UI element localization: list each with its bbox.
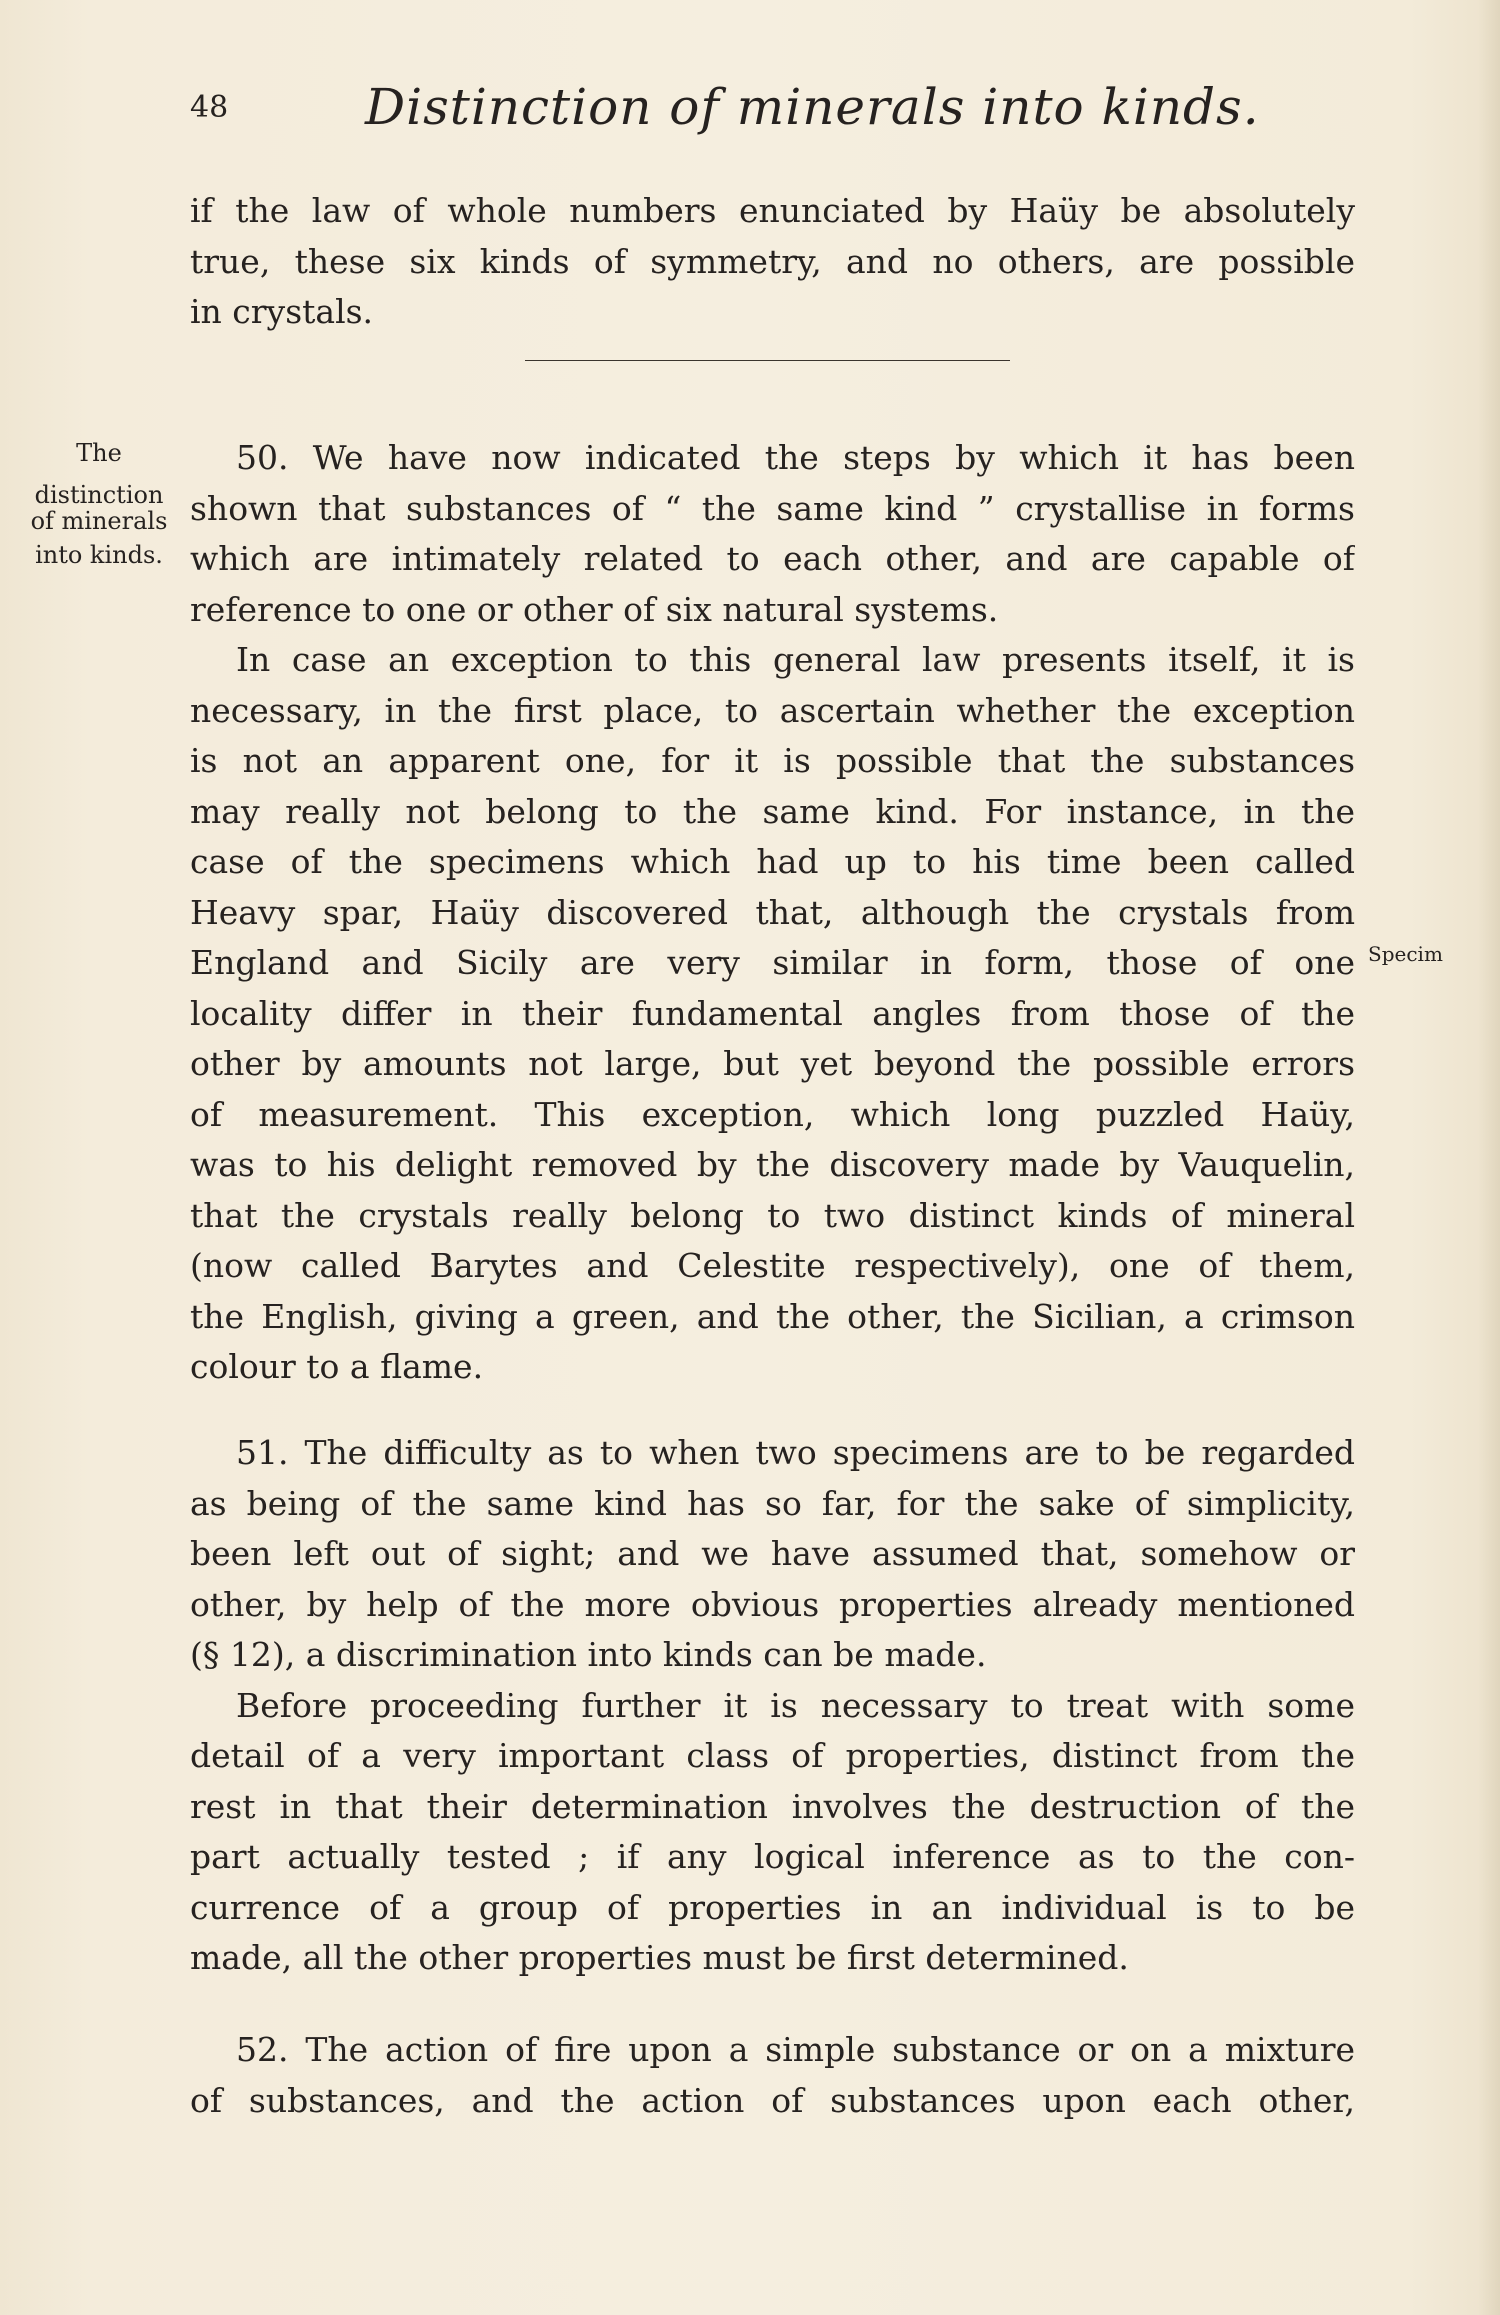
paragraph-line: shown that substances of “ the same kind ” crystallise in forms [190,488,1355,528]
paragraph-line: made, all the other properties must be first determined. [190,1938,1129,1977]
section-divider [525,360,1010,361]
paragraph-line: was to his delight removed by the discovery made by Vauquelin, [190,1145,1355,1184]
margin-note-line: distinction [34,481,164,509]
paragraph-line: Before proceeding further it is necessary to treat with some [236,1685,1355,1725]
paragraph-line: the English, giving a green, and the other, the Sicilian, a crimson [190,1296,1355,1336]
page-header [190,78,1350,148]
paragraph-line: been left out of sight; and we have assumed that, somehow or [190,1534,1355,1573]
running-title: Distinction of minerals into kinds. [365,78,1260,136]
section-50 [190,433,1355,1393]
paragraph-line: In case an exception to this general law presents itself, it is [236,640,1355,679]
paragraph-line: currence of a group of properties in an individual is to be [190,1887,1355,1927]
paragraph-line: detail of a very important class of properties, distinct from the [190,1736,1355,1775]
top-paragraph [190,186,1355,338]
paragraph-line: locality differ in their fundamental angles from those of the [190,993,1355,1033]
margin-note-line: into kinds. [35,541,163,569]
paragraph-line: 52. The action of fire upon a simple substance or on a mixture [236,2030,1355,2069]
paragraph-line: rest in that their determination involves the destruction of the [190,1786,1355,1826]
paragraph-line: that the crystals really belong to two distinct kinds of mineral [190,1195,1355,1235]
paragraph-line: necessary, in the first place, to ascertain whether the exception [190,690,1355,730]
margin-note-right: Specim [1368,942,1443,966]
paragraph-line: in crystals. [190,292,374,331]
margin-note-left [20,440,178,568]
paragraph-line: of substances, and the action of substances upon each other, [190,2080,1355,2120]
paragraph-line: part actually tested ; if any logical inference as to the con- [190,1837,1355,1876]
page-number: 48 [190,90,229,125]
paragraph-line: England and Sicily are very similar in form, those of one [190,943,1355,982]
paragraph-line: may really not belong to the same kind. For instance, in the [190,791,1355,831]
paragraph-line: colour to a flame. [190,1347,484,1386]
paragraph-line: as being of the same kind has so far, for the sake of simplicity, [190,1483,1355,1523]
section-51 [190,1428,1355,1984]
paragraph-line: 51. The difficulty as to when two specimens are to be regarded [236,1433,1355,1472]
margin-note-line: The [76,439,122,467]
paragraph-line: Heavy spar, Haüy discovered that, although the crystals from [190,892,1355,932]
paragraph-line: (now called Barytes and Celestite respectively), one of them, [190,1246,1355,1285]
paragraph-line: other by amounts not large, but yet beyond the possible errors [190,1044,1355,1083]
paragraph-line: case of the specimens which had up to his time been called [190,842,1355,881]
paragraph-line: true, these six kinds of symmetry, and no others, are possible [190,241,1355,281]
paragraph-line: is not an apparent one, for it is possible that the substances [190,741,1355,780]
paragraph-line: other, by help of the more obvious properties already mentioned [190,1584,1355,1624]
paragraph-line: if the law of whole numbers enunciated by Haüy be absolutely [190,191,1355,230]
paragraph-line: of measurement. This exception, which long puzzled Haüy, [190,1094,1355,1134]
paragraph-line: 50. We have now indicated the steps by which it has been [236,438,1355,477]
section-52 [190,2025,1355,2126]
paragraph-line: reference to one or other of six natural systems. [190,589,999,629]
paragraph-line: which are intimately related to each other, and are capable of [190,539,1355,578]
paragraph-line: (§ 12), a discrimination into kinds can be made. [190,1635,987,1674]
page-edge-shadow [1478,0,1500,2315]
margin-note-line: of minerals [30,507,168,535]
